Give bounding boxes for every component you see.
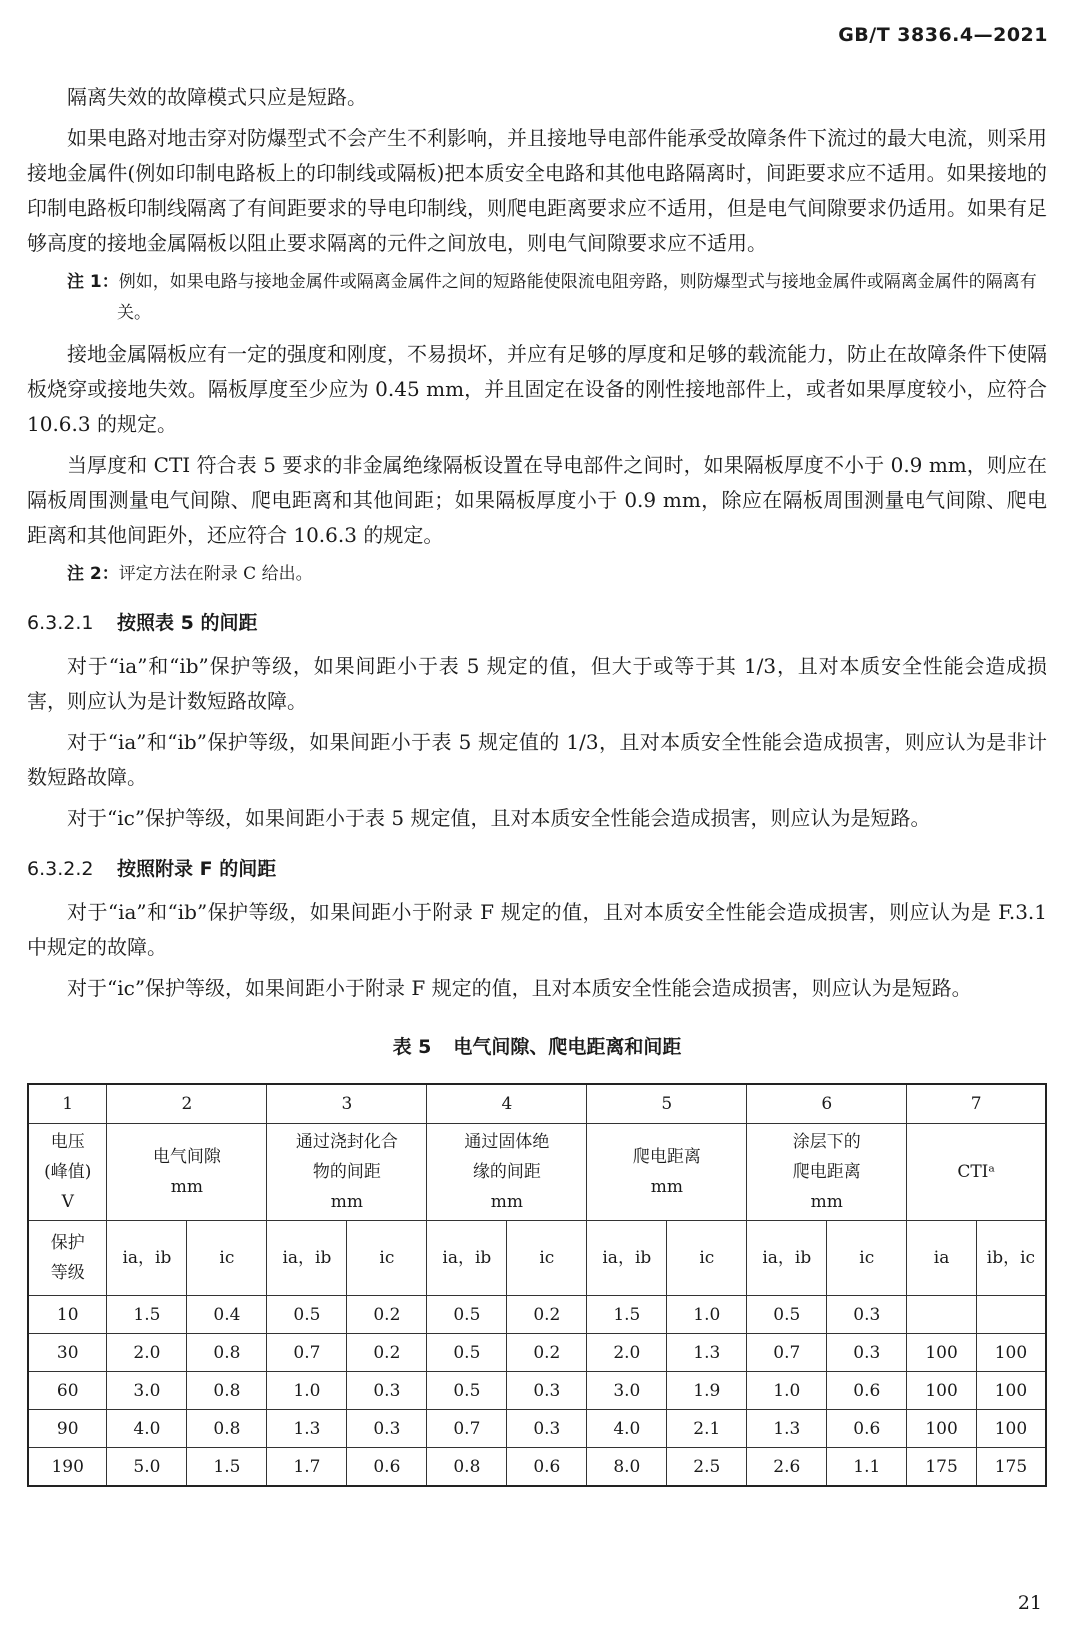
table-cell: 0.8 [187,1410,267,1448]
header-line: mm [170,1177,204,1197]
table-row [28,1372,1046,1410]
table-cell: 0.3 [347,1410,427,1448]
standard-code: GB/T 3836.4—2021 [838,24,1048,46]
table-cell: 2.6 [747,1448,827,1487]
table-cell: 1.9 [667,1372,747,1410]
table-cell: 2.0 [587,1334,667,1372]
table-cell: 0.2 [507,1334,587,1372]
note-text: 评定方法在附录 C 给出。 [118,564,313,584]
column-number: 4 [427,1084,587,1124]
paragraph: 对于“ia”和“ib”保护等级，如果间距小于表 5 规定的值，但大于或等于其 1/3，且对本质安全性能会造成损害，则应认为是计数短路故障。 [27,654,1047,713]
header-line: 爬电距离 [632,1147,701,1167]
table-cell: 1.3 [667,1334,747,1372]
header-line: 通过固体绝 [464,1132,550,1152]
table-cell: 2.5 [667,1448,747,1487]
table-cell: 1.5 [107,1296,187,1334]
column-number: 6 [747,1084,907,1124]
table-cell: 100 [976,1410,1046,1448]
table-cell: 1.3 [747,1410,827,1448]
header-line: 等级 [50,1263,85,1283]
table-cell: 1.7 [267,1448,347,1487]
voltage-cell: 30 [28,1334,107,1372]
header-line: 通过浇封化合 [295,1132,398,1152]
note-label: 注 1： [67,272,119,292]
voltage-cell: 90 [28,1410,107,1448]
header-line: 爬电距离 [792,1162,861,1182]
table-cell: 1.5 [587,1296,667,1334]
table-cell: 100 [976,1334,1046,1372]
table-cell: 0.2 [347,1334,427,1372]
table-cell: 0.6 [827,1372,907,1410]
header-line: mm [490,1192,523,1212]
spacing-table [27,1083,1047,1487]
table-cell: 5.0 [107,1448,187,1487]
table-cell: 175 [976,1448,1046,1487]
sub-header: ia，ib [587,1221,667,1296]
table-cell [907,1296,977,1334]
header-creepage-under-coating [747,1124,907,1221]
protection-level-row [28,1221,1046,1296]
table-cell: 2.0 [107,1334,187,1372]
voltage-cell: 190 [28,1448,107,1487]
note-text: 例如，如果电路与接地金属件或隔离金属件之间的短路能使限流电阻旁路，则防爆型式与接地金属件或隔离金属件的隔离有关。 [117,272,1037,323]
table-title: 电气间隙、爬电距离和间距 [453,1036,682,1058]
table-caption [27,1032,1047,1059]
header-line: 保护 [50,1233,85,1253]
header-solid-insulation [427,1124,587,1221]
table-cell: 0.3 [827,1334,907,1372]
table-cell: 0.6 [347,1448,427,1487]
table-cell: 1.0 [667,1296,747,1334]
voltage-cell: 10 [28,1296,107,1334]
table-cell: 0.8 [187,1372,267,1410]
table-cell: 0.5 [427,1372,507,1410]
sub-header: ic [187,1221,267,1296]
section-number: 6.3.2.2 [27,858,94,880]
table-row [28,1296,1046,1334]
note-1 [27,267,1047,329]
section-heading-6-3-2-1 [27,608,1047,635]
table-cell: 100 [907,1334,977,1372]
header-line: 电压 [50,1132,85,1152]
table-cell [976,1296,1046,1334]
table-cell: 0.5 [267,1296,347,1334]
table-cell: 0.5 [427,1334,507,1372]
section-title: 按照附录 F 的间距 [117,858,277,880]
table-cell: 0.3 [347,1372,427,1410]
sub-header: ia，ib [427,1221,507,1296]
sub-header: ia，ib [107,1221,187,1296]
table-cell: 100 [976,1372,1046,1410]
section-title: 按照表 5 的间距 [117,612,258,634]
table-cell: 0.6 [507,1448,587,1487]
table-cell: 2.1 [667,1410,747,1448]
paragraph: 对于“ic”保护等级，如果间距小于附录 F 规定的值，且对本质安全性能会造成损害，则应认为是短路。 [67,976,972,1000]
sub-header: ic [507,1221,587,1296]
document-body [27,80,1047,1487]
table-cell: 100 [907,1410,977,1448]
page-number: 21 [1017,1592,1042,1614]
header-creepage [587,1124,747,1221]
column-number: 7 [907,1084,1046,1124]
sub-header: ic [667,1221,747,1296]
table-cell: 0.5 [747,1296,827,1334]
table-cell: 0.6 [827,1410,907,1448]
voltage-cell: 60 [28,1372,107,1410]
table-cell: 4.0 [587,1410,667,1448]
column-number-row [28,1084,1046,1124]
column-number: 5 [587,1084,747,1124]
table-row [28,1410,1046,1448]
table-cell: 100 [907,1372,977,1410]
paragraph: 对于“ia”和“ib”保护等级，如果间距小于附录 F 规定的值，且对本质安全性能会造成损害，则应认为是 F.3.1 中规定的故障。 [27,900,1047,959]
table-cell: 0.7 [267,1334,347,1372]
paragraph: 如果电路对地击穿对防爆型式不会产生不利影响，并且接地导电部件能承受故障条件下流过的最大电流，则采用接地金属件(例如印制电路板上的印制线或隔板)把本质安全电路和其他电路隔离时，间距要求应不适用。如果接地的印制电路板印制线隔离了有间距要求的导电印制线，则爬电距离要求应不适用，但是电气间隙要求仍适用。如果有足够高度的接地金属隔板以阻止要求隔离的元件之间放电，则电气间隙要求应不适用。 [27,126,1047,255]
paragraph: 对于“ia”和“ib”保护等级，如果间距小于表 5 规定值的 1/3，且对本质安全性能会造成损害，则应认为是非计数短路故障。 [27,730,1047,789]
table-cell: 0.5 [427,1296,507,1334]
table-cell: 0.3 [827,1296,907,1334]
header-cti: CTIᵃ [907,1124,1046,1221]
table-label: 表 5 [392,1036,432,1058]
table-cell: 8.0 [587,1448,667,1487]
header-clearance [107,1124,267,1221]
sub-header: ib，ic [976,1221,1046,1296]
column-header-row [28,1124,1046,1221]
header-line: 物的间距 [312,1162,381,1182]
header-line: mm [330,1192,364,1212]
note-2 [27,559,1047,590]
column-number: 2 [107,1084,267,1124]
header-protection-level [28,1221,107,1296]
table-cell: 0.7 [747,1334,827,1372]
header-line: mm [810,1192,843,1212]
table-cell: 0.2 [507,1296,587,1334]
table-cell: 1.0 [267,1372,347,1410]
sub-header: ic [347,1221,427,1296]
header-line: 涂层下的 [792,1132,861,1152]
table-cell: 4.0 [107,1410,187,1448]
sub-header: ia [907,1221,977,1296]
table-body [28,1296,1046,1487]
paragraph: 隔离失效的故障模式只应是短路。 [67,85,367,109]
paragraph: 当厚度和 CTI 符合表 5 要求的非金属绝缘隔板设置在导电部件之间时，如果隔板厚度不小于 0.9 mm，则应在隔板周围测量电气间隙、爬电距离和其他间距；如果隔板厚度小于 0.9 mm，除应在隔板周围测量电气间隙、爬电距离和其他间距外，还应符合 10.6.3 的规定。 [27,453,1047,547]
table-cell: 0.4 [187,1296,267,1334]
table-row [28,1334,1046,1372]
table-cell: 1.1 [827,1448,907,1487]
header-casting-compound [267,1124,427,1221]
sub-header: ia，ib [267,1221,347,1296]
table-cell: 3.0 [587,1372,667,1410]
note-label: 注 2： [67,564,119,584]
table-cell: 3.0 [107,1372,187,1410]
column-number: 3 [267,1084,427,1124]
header-line: 电气间隙 [152,1147,221,1167]
paragraph: 对于“ic”保护等级，如果间距小于表 5 规定值，且对本质安全性能会造成损害，则应认为是短路。 [67,806,931,830]
sub-header: ic [827,1221,907,1296]
table-cell: 1.5 [187,1448,267,1487]
paragraph: 接地金属隔板应有一定的强度和刚度，不易损坏，并应有足够的厚度和足够的载流能力，防止在故障条件下使隔板烧穿或接地失效。隔板厚度至少应为 0.45 mm，并且固定在设备的刚性接地部件上，或者如果厚度较小，应符合 10.6.3 的规定。 [27,342,1047,436]
table-cell: 0.3 [507,1372,587,1410]
table-cell: 0.3 [507,1410,587,1448]
table-cell: 175 [907,1448,977,1487]
table-cell: 1.0 [747,1372,827,1410]
header-line: (峰值) [44,1162,92,1182]
table-row [28,1448,1046,1487]
header-voltage [28,1124,107,1221]
header-line: mm [650,1177,683,1197]
header-line: V [61,1192,74,1212]
sub-header: ia，ib [747,1221,827,1296]
table-cell: 0.2 [347,1296,427,1334]
table-cell: 0.7 [427,1410,507,1448]
table-cell: 0.8 [187,1334,267,1372]
section-number: 6.3.2.1 [27,612,94,634]
table-cell: 0.8 [427,1448,507,1487]
table-cell: 1.3 [267,1410,347,1448]
header-line: 缘的间距 [472,1162,541,1182]
column-number: 1 [28,1084,107,1124]
section-heading-6-3-2-2 [27,854,1047,881]
